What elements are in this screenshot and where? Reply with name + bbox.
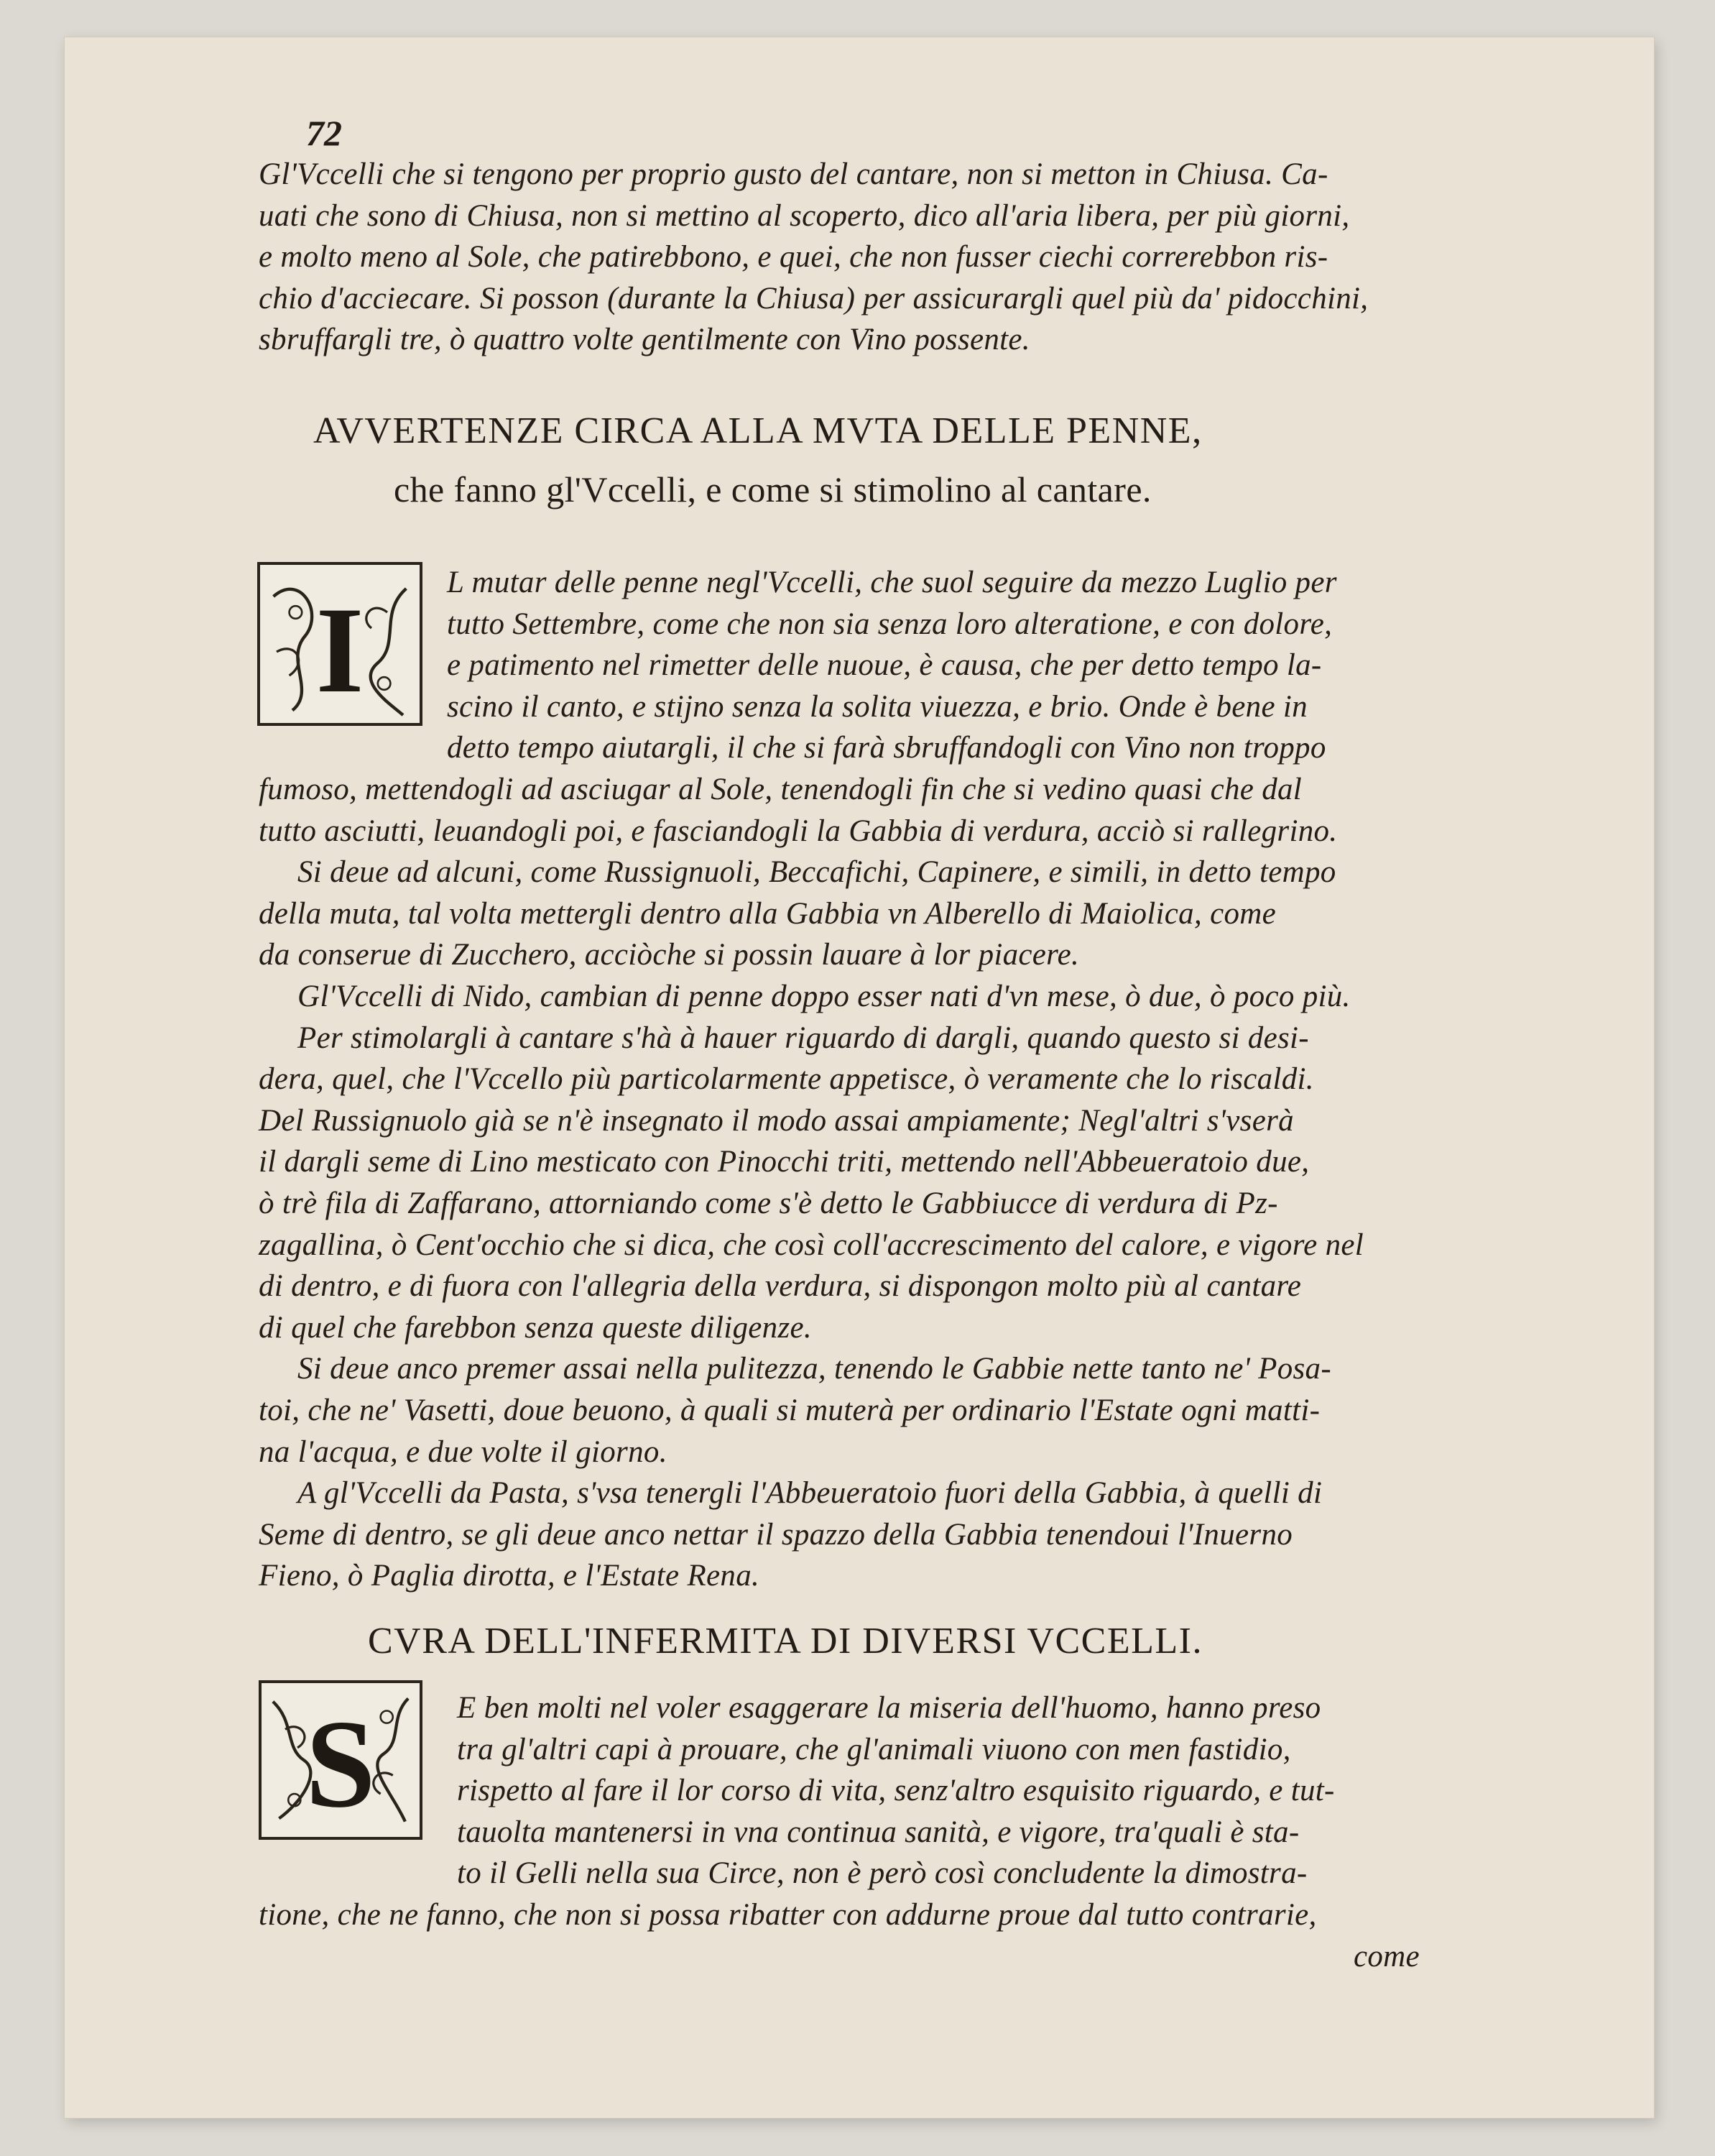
text-line: detto tempo aiutargli, il che si farà sbruffandogli con Vino non troppo xyxy=(447,731,1326,765)
text-line: tauolta mantenersi in vna continua sanità, e vigore, tra'quali è sta- xyxy=(457,1815,1300,1849)
section-heading-cura: CVRA DELL'INFERMITA DI DIVERSI VCCELLI. xyxy=(368,1621,1203,1662)
section-subheading-muta: che fanno gl'Vccelli, e come si stimolino al cantare. xyxy=(394,469,1152,510)
catchword: come xyxy=(1354,1940,1420,1973)
text-line: Seme di dentro, se gli deue anco nettar il spazzo della Gabbia tenendoui l'Inuerno xyxy=(259,1517,1293,1552)
text-line: uati che sono di Chiusa, non si mettino al scoperto, dico all'aria libera, per più giorni, xyxy=(259,198,1350,233)
text-line: sbruffargli tre, ò quattro volte gentilmente con Vino possente. xyxy=(259,323,1030,357)
text-line: e molto meno al Sole, che patirebbono, e quei, che non fusser ciechi correrebbon ris- xyxy=(259,240,1328,275)
text-line: toi, che ne' Vasetti, doue beuono, à quali si muterà per ordinario l'Estate ogni matti- xyxy=(259,1393,1321,1427)
text-line: dera, quel, che l'Vccello più particolarmente appetisce, ò veramente che lo riscaldi. xyxy=(259,1062,1314,1097)
text-line: Gl'Vccelli che si tengono per proprio gusto del cantare, non si metton in Chiusa. Ca- xyxy=(259,157,1328,191)
text-line: na l'acqua, e due volte il giorno. xyxy=(259,1434,667,1469)
text-line: fumoso, mettendogli ad asciugar al Sole, tenendogli fin che si vedino quasi che dal xyxy=(259,773,1303,806)
decorated-initial-s xyxy=(259,1680,422,1840)
decorated-initial-i xyxy=(257,562,422,726)
floral-initial-s-icon xyxy=(262,1683,420,1837)
text-line: zagallina, ò Cent'occhio che si dica, che così coll'accrescimento del calore, e vigore nel xyxy=(259,1227,1364,1262)
text-line: tutto asciutti, leuandogli poi, e fasciandogli la Gabbia di verdura, acciò si rallegrino. xyxy=(259,814,1338,848)
text-line: di quel che farebbon senza queste diligenze. xyxy=(259,1310,812,1345)
text-line: Fieno, ò Paglia dirotta, e l'Estate Rena. xyxy=(259,1559,760,1593)
text-line: tra gl'altri capi à prouare, che gl'animali viuono con men fastidio, xyxy=(457,1732,1291,1766)
text-line: tione, che ne fanno, che non si possa ribatter con addurne proue dal tutto contrarie, xyxy=(259,1898,1317,1932)
intro-paragraph xyxy=(259,154,1368,361)
floral-initial-i-icon xyxy=(260,565,420,723)
text-line: Si deue ad alcuni, come Russignuoli, Beccafichi, Capinere, e simili, in detto tempo xyxy=(297,855,1336,890)
text-line: ò trè fila di Zaffarano, attorniando come s'è detto le Gabbiucce di verdura di Pz- xyxy=(259,1186,1278,1220)
text-line: A gl'Vccelli da Pasta, s'vsa tenergli l'Abbeueratoio fuori della Gabbia, à quelli di xyxy=(297,1476,1323,1511)
text-line: Per stimolargli à cantare s'hà à hauer riguardo di dargli, quando questo si desi- xyxy=(297,1021,1309,1055)
body-paragraph-muta-opening xyxy=(447,562,1337,769)
text-line: il dargli seme di Lino mesticato con Pinocchi triti, mettendo nell'Abbeueratoio due, xyxy=(259,1145,1310,1179)
text-line: rispetto al fare il lor corso di vita, senz'altro esquisito riguardo, e tut- xyxy=(457,1774,1335,1808)
text-line: Gl'Vccelli di Nido, cambian di penne doppo esser nati d'vn mese, ò due, ò poco più. xyxy=(297,979,1351,1013)
text-line: scino il canto, e stijno senza la solita viuezza, e brio. Onde è bene in xyxy=(447,689,1308,724)
text-line: E ben molti nel voler esaggerare la miseria dell'huomo, hanno preso xyxy=(457,1691,1321,1725)
text-line: e patimento nel rimetter delle nuoue, è causa, che per detto tempo la- xyxy=(447,648,1322,683)
section-heading-muta: AVVERTENZE CIRCA ALLA MVTA DELLE PENNE, xyxy=(313,410,1203,451)
text-line: della muta, tal volta mettergli dentro alla Gabbia vn Alberello di Maiolica, come xyxy=(259,896,1277,931)
text-line: tutto Settembre, come che non sia senza loro alteratione, e con dolore, xyxy=(447,607,1333,641)
dropcap-letter: I xyxy=(315,582,364,719)
dropcap-letter: S xyxy=(305,1694,376,1834)
text-line: chio d'acciecare. Si posson (durante la Chiusa) per assicurargli quel più da' pidocchini, xyxy=(259,281,1369,315)
text-line: L mutar delle penne negl'Vccelli, che suol seguire da mezzo Luglio per xyxy=(447,566,1337,599)
page-number: 72 xyxy=(306,113,342,153)
text-line: Del Russignuolo già se n'è insegnato il modo assai ampiamente; Negl'altri s'vserà xyxy=(259,1103,1294,1138)
text-line: Si deue anco premer assai nella pulitezza, tenendo le Gabbie nette tanto ne' Posa- xyxy=(297,1352,1331,1386)
body-paragraph-cura-opening xyxy=(457,1687,1335,1894)
text-line: di dentro, e di fuora con l'allegria della verdura, si dispongon molto più al cantare xyxy=(259,1269,1302,1304)
body-paragraph-muta xyxy=(259,769,1364,1597)
body-paragraph-cura xyxy=(259,1894,1317,1936)
text-line: to il Gelli nella sua Circe, non è però così concludente la dimostra- xyxy=(457,1856,1308,1891)
text-line: da conserue di Zucchero, acciòche si possin lauare à lor piacere. xyxy=(259,938,1080,972)
book-page xyxy=(65,37,1654,2118)
